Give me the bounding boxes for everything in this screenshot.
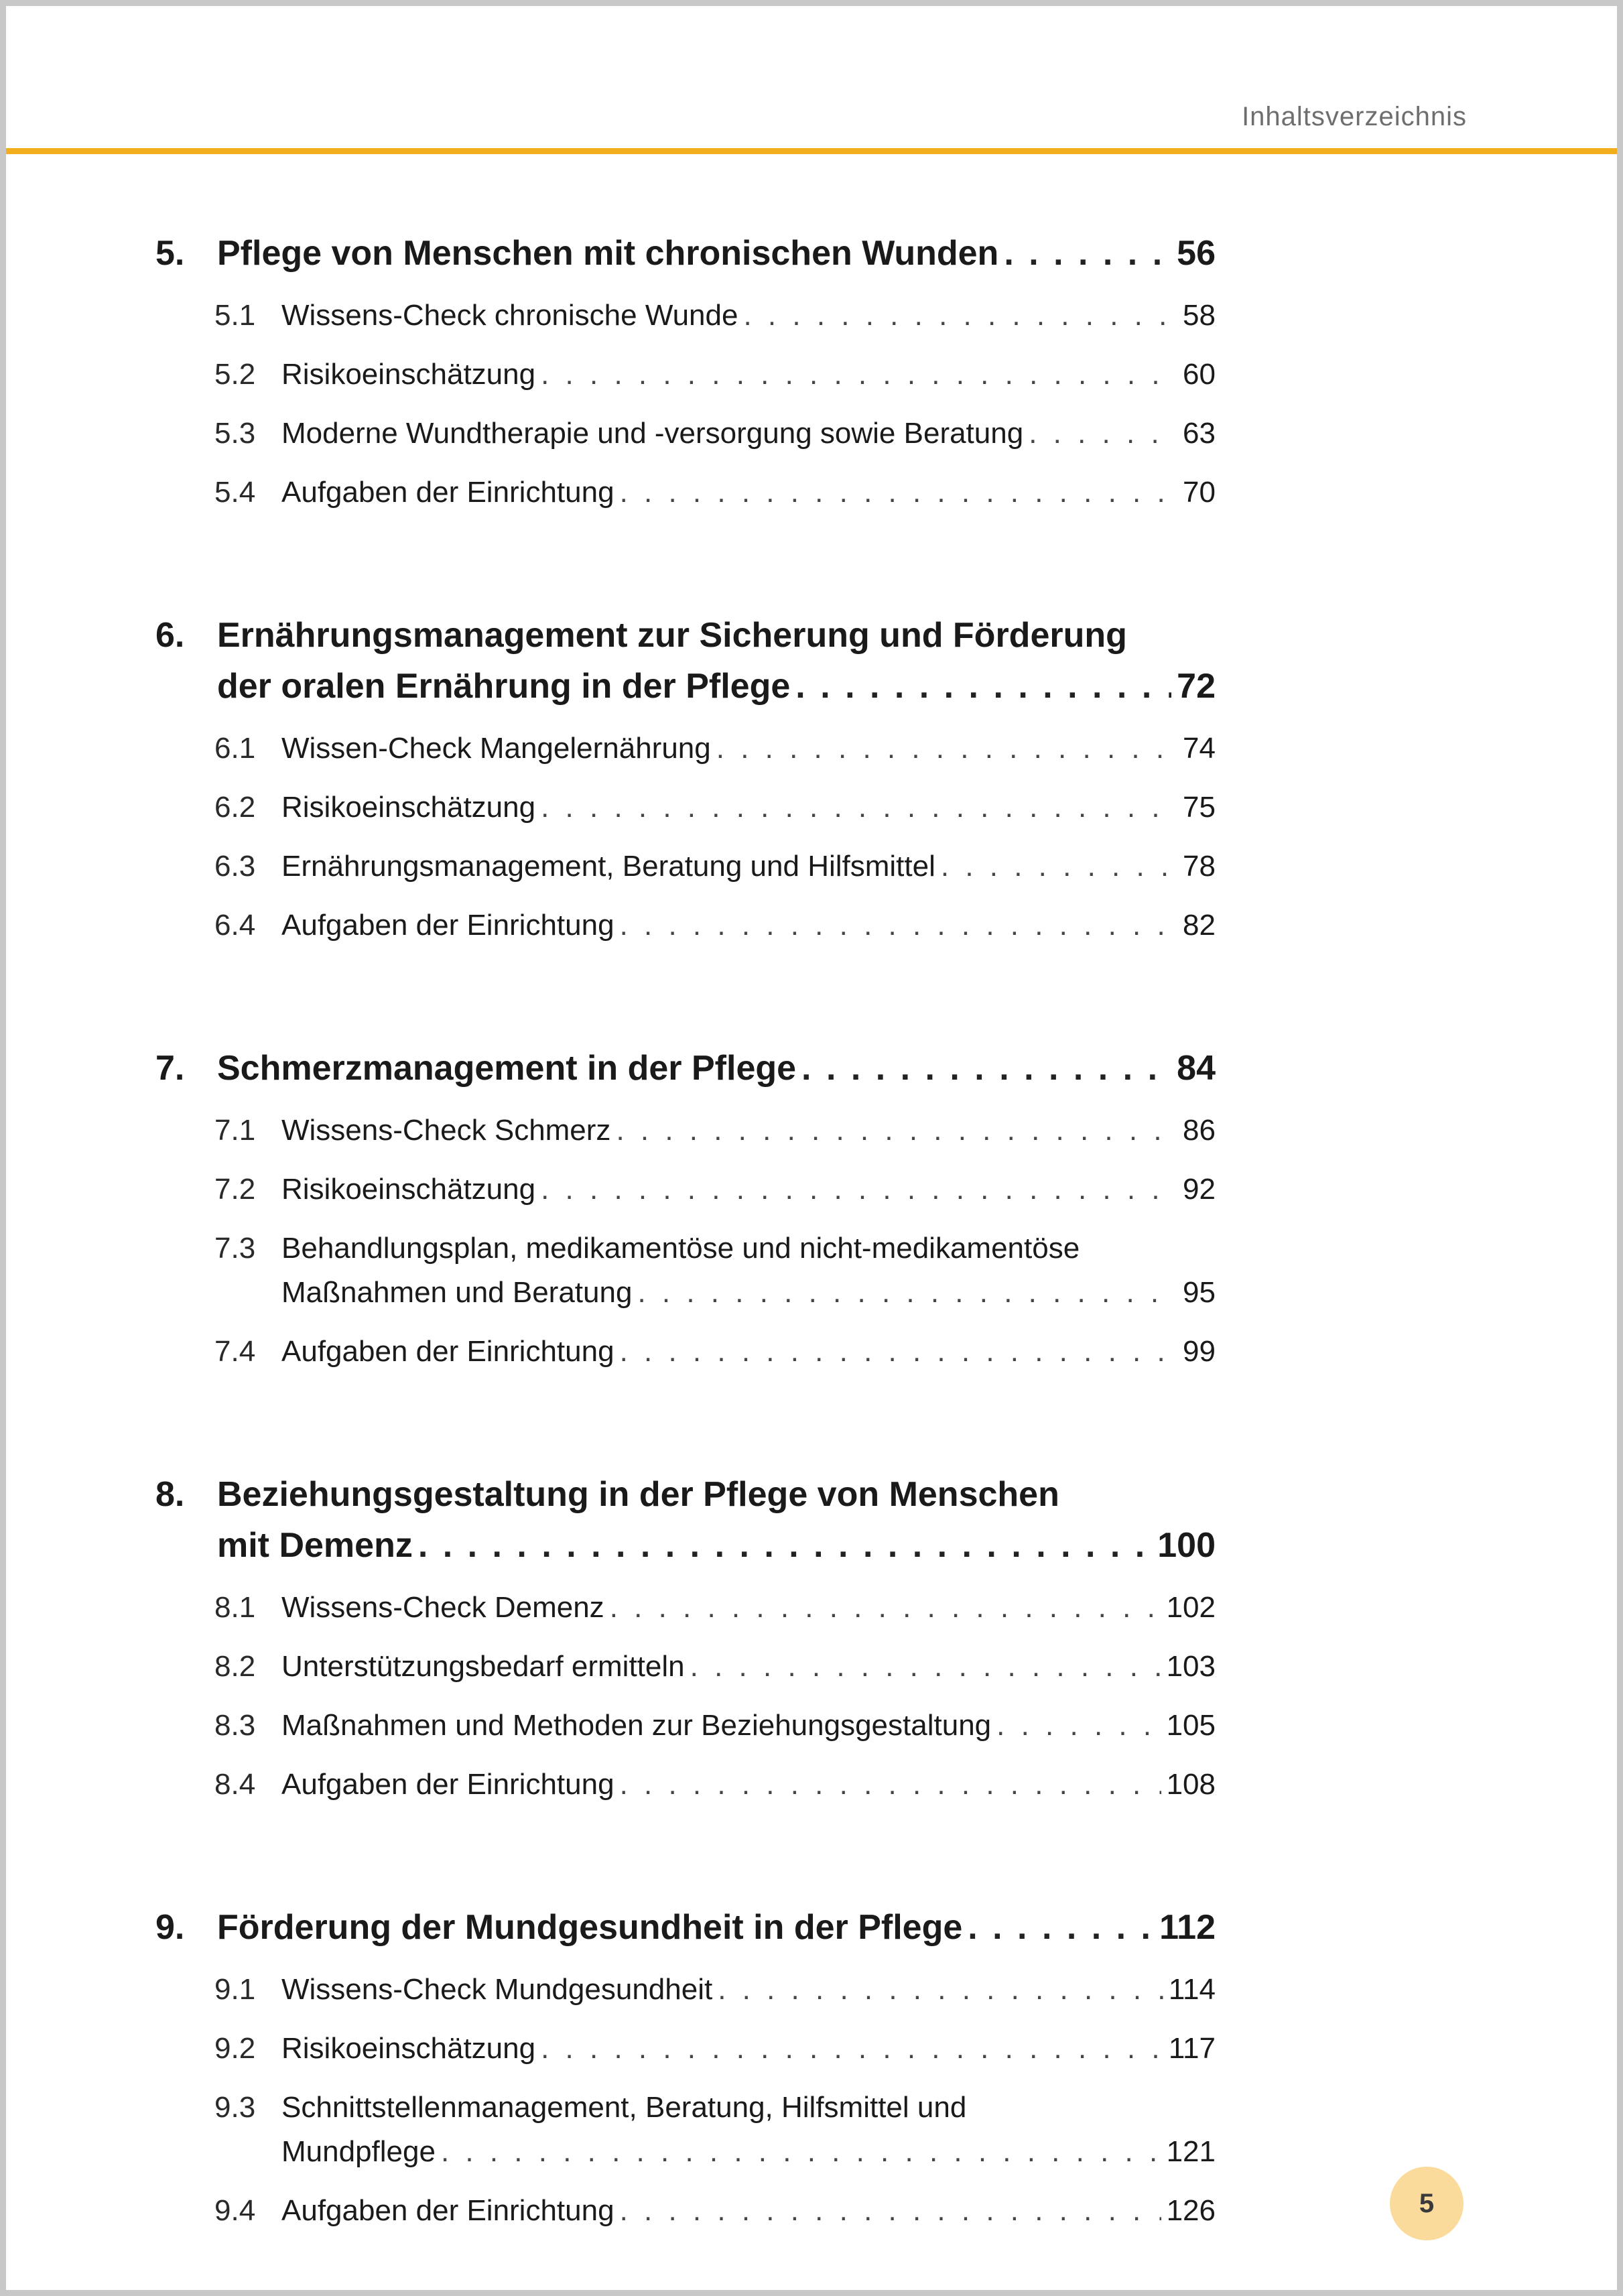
section-page-number: 82 bbox=[1183, 909, 1216, 942]
chapter-number: 7. bbox=[155, 1049, 185, 1088]
page-number-badge: 5 bbox=[1390, 2167, 1464, 2240]
section-title: Wissens-Check Schmerz bbox=[281, 1114, 611, 1147]
chapter-title: Förderung der Mundgesundheit in der Pflege bbox=[217, 1908, 963, 1947]
section-number: 8.2 bbox=[214, 1650, 256, 1683]
dot-leader bbox=[620, 470, 1177, 515]
section-title: Wissens-Check Mundgesundheit bbox=[281, 1973, 713, 2006]
section-number: 6.3 bbox=[214, 850, 256, 883]
section-title: Aufgaben der Einrichtung bbox=[281, 2194, 614, 2227]
section-page-number: 105 bbox=[1166, 1709, 1216, 1742]
section-number: 5.4 bbox=[214, 476, 256, 509]
section-title: Moderne Wundtherapie und -versorgung sowie Beratung bbox=[281, 417, 1024, 450]
section-number: 9.4 bbox=[214, 2194, 256, 2227]
chapter-title: der oralen Ernährung in der Pflege bbox=[217, 667, 791, 706]
section-number: 6.4 bbox=[214, 909, 256, 942]
chapter-page-number: 72 bbox=[1177, 667, 1216, 706]
header-rule bbox=[6, 148, 1617, 154]
toc-section[interactable] bbox=[155, 1704, 1216, 1748]
chapter-title-line: Ernährungsmanagement zur Sicherung und Förderung bbox=[217, 616, 1127, 655]
section-number: 5.2 bbox=[214, 358, 256, 391]
section-page-number: 103 bbox=[1166, 1650, 1216, 1683]
toc-section[interactable] bbox=[155, 1108, 1216, 1153]
dot-leader bbox=[620, 2189, 1161, 2233]
dot-leader bbox=[716, 726, 1177, 771]
dot-leader bbox=[620, 1330, 1177, 1374]
toc-section[interactable] bbox=[155, 844, 1216, 889]
section-page-number: 92 bbox=[1183, 1173, 1216, 1206]
dot-leader bbox=[795, 661, 1171, 712]
section-number: 7.2 bbox=[214, 1173, 256, 1206]
chapter-page-number: 100 bbox=[1157, 1526, 1216, 1565]
section-list bbox=[155, 294, 1216, 515]
toc-chapter bbox=[155, 1902, 1216, 2233]
dot-leader bbox=[541, 353, 1177, 397]
toc-section[interactable] bbox=[155, 726, 1216, 771]
section-list bbox=[155, 1968, 1216, 2233]
chapter-page-number: 112 bbox=[1159, 1908, 1216, 1947]
dot-leader bbox=[1029, 411, 1177, 456]
toc-chapter bbox=[155, 228, 1216, 515]
chapter-page-number: 84 bbox=[1177, 1049, 1216, 1088]
dot-leader bbox=[941, 844, 1177, 889]
toc-section[interactable] bbox=[155, 1330, 1216, 1374]
dot-leader bbox=[1004, 228, 1171, 279]
section-page-number: 126 bbox=[1166, 2194, 1216, 2227]
dot-leader bbox=[541, 2027, 1163, 2071]
toc-chapter bbox=[155, 1469, 1216, 1807]
section-page-number: 108 bbox=[1166, 1768, 1216, 1801]
section-number: 8.4 bbox=[214, 1768, 256, 1801]
section-title: Wissen-Check Mangelernährung bbox=[281, 732, 711, 765]
toc-chapter bbox=[155, 610, 1216, 948]
section-list bbox=[155, 1586, 1216, 1807]
toc-section[interactable] bbox=[155, 2189, 1216, 2233]
section-title: Risikoeinschätzung bbox=[281, 1173, 536, 1206]
chapter-heading[interactable] bbox=[155, 228, 1216, 279]
section-title: Aufgaben der Einrichtung bbox=[281, 1768, 614, 1801]
section-page-number: 78 bbox=[1183, 850, 1216, 883]
section-title: Mundpflege bbox=[281, 2135, 436, 2168]
toc-section[interactable] bbox=[155, 1645, 1216, 1689]
dot-leader bbox=[620, 1763, 1161, 1807]
section-title-line: Schnittstellenmanagement, Beratung, Hilfsmittel und bbox=[281, 2091, 967, 2124]
section-number: 6.2 bbox=[214, 791, 256, 824]
dot-leader bbox=[616, 1108, 1177, 1153]
dot-leader bbox=[541, 785, 1177, 830]
chapter-number: 9. bbox=[155, 1908, 185, 1947]
dot-leader bbox=[968, 1902, 1154, 1953]
chapter-title: Schmerzmanagement in der Pflege bbox=[217, 1049, 797, 1088]
chapter-title-line: Beziehungsgestaltung in der Pflege von Menschen bbox=[217, 1475, 1059, 1514]
chapter-heading[interactable] bbox=[155, 1469, 1216, 1571]
toc-section[interactable] bbox=[155, 1586, 1216, 1630]
section-number: 9.2 bbox=[214, 2032, 256, 2065]
section-page-number: 70 bbox=[1183, 476, 1216, 509]
toc-section[interactable] bbox=[155, 294, 1216, 338]
chapter-title: Pflege von Menschen mit chronischen Wunden bbox=[217, 234, 999, 273]
toc-section[interactable] bbox=[155, 1763, 1216, 1807]
section-number: 6.1 bbox=[214, 732, 256, 765]
dot-leader bbox=[743, 294, 1177, 338]
section-title: Wissens-Check chronische Wunde bbox=[281, 299, 738, 332]
dot-leader bbox=[801, 1043, 1171, 1094]
toc-section[interactable] bbox=[155, 1167, 1216, 1212]
section-title: Risikoeinschätzung bbox=[281, 358, 536, 391]
section-title-line: Behandlungsplan, medikamentöse und nicht-medikamentöse bbox=[281, 1232, 1080, 1265]
toc-section[interactable] bbox=[155, 411, 1216, 456]
section-title: Risikoeinschätzung bbox=[281, 791, 536, 824]
section-list bbox=[155, 726, 1216, 948]
chapter-page-number: 56 bbox=[1177, 234, 1216, 273]
dot-leader bbox=[718, 1968, 1163, 2012]
dot-leader bbox=[541, 1167, 1177, 1212]
section-number: 5.1 bbox=[214, 299, 256, 332]
section-title: Maßnahmen und Methoden zur Beziehungsgestaltung bbox=[281, 1709, 992, 1742]
section-page-number: 95 bbox=[1183, 1276, 1216, 1309]
chapter-title: mit Demenz bbox=[217, 1526, 413, 1565]
dot-leader bbox=[637, 1271, 1177, 1315]
section-page-number: 60 bbox=[1183, 358, 1216, 391]
section-title: Aufgaben der Einrichtung bbox=[281, 909, 614, 942]
toc-section[interactable] bbox=[155, 1968, 1216, 2012]
section-page-number: 121 bbox=[1166, 2135, 1216, 2168]
chapter-heading[interactable] bbox=[155, 1902, 1216, 1953]
section-page-number: 75 bbox=[1183, 791, 1216, 824]
dot-leader bbox=[610, 1586, 1161, 1630]
section-title: Unterstützungsbedarf ermitteln bbox=[281, 1650, 685, 1683]
dot-leader bbox=[620, 903, 1177, 948]
section-page-number: 63 bbox=[1183, 417, 1216, 450]
section-number: 5.3 bbox=[214, 417, 256, 450]
chapter-number: 5. bbox=[155, 234, 185, 273]
toc-section[interactable] bbox=[155, 785, 1216, 830]
section-title: Aufgaben der Einrichtung bbox=[281, 476, 614, 509]
section-number: 9.1 bbox=[214, 1973, 256, 2006]
toc-section[interactable] bbox=[155, 353, 1216, 397]
section-title: Ernährungsmanagement, Beratung und Hilfsmittel bbox=[281, 850, 935, 883]
section-page-number: 102 bbox=[1166, 1591, 1216, 1624]
section-page-number: 114 bbox=[1168, 1973, 1216, 2006]
chapter-number: 8. bbox=[155, 1475, 185, 1514]
section-number: 7.3 bbox=[214, 1232, 256, 1265]
chapter-number: 6. bbox=[155, 616, 185, 655]
toc-section[interactable] bbox=[155, 2086, 1216, 2174]
section-page-number: 99 bbox=[1183, 1335, 1216, 1368]
dot-leader bbox=[996, 1704, 1161, 1748]
section-page-number: 86 bbox=[1183, 1114, 1216, 1147]
toc-chapter bbox=[155, 1043, 1216, 1374]
section-number: 7.1 bbox=[214, 1114, 256, 1147]
chapter-heading[interactable] bbox=[155, 610, 1216, 712]
chapter-heading[interactable] bbox=[155, 1043, 1216, 1094]
section-title: Aufgaben der Einrichtung bbox=[281, 1335, 614, 1368]
toc-section[interactable] bbox=[155, 470, 1216, 515]
section-title: Wissens-Check Demenz bbox=[281, 1591, 604, 1624]
dot-leader bbox=[690, 1645, 1161, 1689]
dot-leader bbox=[418, 1520, 1152, 1571]
toc-section[interactable] bbox=[155, 1226, 1216, 1315]
toc-section[interactable] bbox=[155, 903, 1216, 948]
toc-section[interactable] bbox=[155, 2027, 1216, 2071]
section-title: Maßnahmen und Beratung bbox=[281, 1276, 633, 1309]
section-number: 7.4 bbox=[214, 1335, 256, 1368]
section-list bbox=[155, 1108, 1216, 1374]
section-page-number: 58 bbox=[1183, 299, 1216, 332]
section-title: Risikoeinschätzung bbox=[281, 2032, 536, 2065]
dot-leader bbox=[441, 2130, 1161, 2174]
section-page-number: 117 bbox=[1168, 2032, 1216, 2065]
section-page-number: 74 bbox=[1183, 732, 1216, 765]
section-number: 9.3 bbox=[214, 2091, 256, 2124]
table-of-contents bbox=[155, 228, 1216, 2233]
section-number: 8.3 bbox=[214, 1709, 256, 1742]
running-header: Inhaltsverzeichnis bbox=[1242, 102, 1467, 131]
section-number: 8.1 bbox=[214, 1591, 256, 1624]
